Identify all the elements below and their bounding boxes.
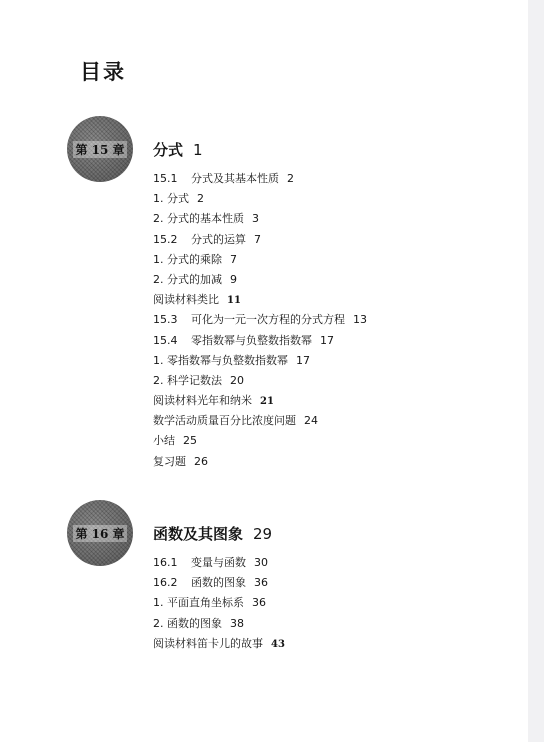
chapter-16-badge xyxy=(67,500,133,566)
entry-number: 1. xyxy=(153,192,164,206)
toc-entry[interactable] xyxy=(153,391,367,411)
entry-number: 16.1 xyxy=(153,556,178,569)
entry-title: 分式的基本性质 xyxy=(167,212,244,226)
entry-page-number: 17 xyxy=(320,333,334,347)
entry-page-number: 25 xyxy=(183,434,197,448)
entry-title: 分式 xyxy=(167,192,189,206)
entry-title: 分式的运算 xyxy=(191,232,246,246)
toc-entry[interactable] xyxy=(153,351,367,371)
entry-number: 阅读材料 xyxy=(153,394,197,408)
toc-entry[interactable] xyxy=(153,431,367,451)
entry-page-number: 38 xyxy=(230,616,244,630)
entry-title: 类比 xyxy=(197,293,219,307)
toc-entry[interactable] xyxy=(153,452,367,472)
entry-page-number: 36 xyxy=(252,596,266,610)
toc-entry[interactable] xyxy=(153,411,367,431)
entry-page-number: 36 xyxy=(254,576,268,590)
entry-page-number: 24 xyxy=(304,414,318,428)
entry-title: 零指数幂与负整数指数幂 xyxy=(191,333,312,347)
toc-entry[interactable] xyxy=(153,209,367,229)
entry-page-number: 9 xyxy=(230,272,237,286)
entry-page-number: 43 xyxy=(271,638,285,650)
entry-title: 分式的加减 xyxy=(167,272,222,286)
page-title: 目录 xyxy=(80,60,126,84)
entry-title: 平面直角坐标系 xyxy=(167,596,244,610)
entry-title: 分式及其基本性质 xyxy=(191,172,279,185)
toc-entry[interactable] xyxy=(153,371,367,391)
entry-title: 光年和纳米 xyxy=(197,394,252,408)
entry-title: 分式的乘除 xyxy=(167,252,222,266)
entry-number: 2. xyxy=(153,212,164,226)
toc-entry[interactable] xyxy=(153,169,367,189)
toc-entry[interactable] xyxy=(153,189,367,209)
chapter-title: 函数及其图象 xyxy=(153,525,244,543)
chapter-page: 1 xyxy=(193,141,203,159)
chapter-badge-label: 第 15 章 xyxy=(75,142,125,157)
entry-number: 2. xyxy=(153,373,164,387)
toc-entry[interactable] xyxy=(153,593,285,613)
entry-page-number: 13 xyxy=(353,313,367,327)
chapter-15-heading xyxy=(153,139,203,160)
entry-page-number: 7 xyxy=(254,232,261,246)
toc-entry[interactable] xyxy=(153,250,367,270)
entry-title: 科学记数法 xyxy=(167,373,222,387)
entry-number: 1. xyxy=(153,596,164,610)
entry-page-number: 17 xyxy=(296,353,310,367)
chapter-15-entries xyxy=(153,169,367,472)
toc-entry[interactable] xyxy=(153,270,367,290)
entry-page-number: 21 xyxy=(260,396,274,408)
entry-page-number: 26 xyxy=(194,454,208,468)
toc-entry[interactable] xyxy=(153,573,285,593)
chapter-title: 分式 xyxy=(153,141,184,159)
entry-title: 复习题 xyxy=(153,454,186,468)
entry-title: 可化为一元一次方程的分式方程 xyxy=(191,313,345,327)
entry-number: 1. xyxy=(153,353,164,367)
entry-page-number: 30 xyxy=(254,556,268,569)
toc-entry[interactable] xyxy=(153,331,367,351)
entry-title: 小结 xyxy=(153,434,175,448)
entry-number: 阅读材料 xyxy=(153,636,197,650)
entry-number: 阅读材料 xyxy=(153,293,197,307)
entry-number: 数学活动 xyxy=(153,414,197,428)
entry-page-number: 3 xyxy=(252,212,259,226)
toc-entry[interactable] xyxy=(153,614,285,634)
entry-number: 1. xyxy=(153,252,164,266)
toc-entry[interactable] xyxy=(153,634,285,654)
entry-number: 16.2 xyxy=(153,576,178,590)
entry-number: 15.4 xyxy=(153,333,178,347)
entry-title: 变量与函数 xyxy=(191,556,246,569)
chapter-badge-label: 第 16 章 xyxy=(75,526,125,541)
entry-number: 2. xyxy=(153,272,164,286)
toc-entry[interactable] xyxy=(153,230,367,250)
chapter-page: 29 xyxy=(253,525,273,543)
entry-number: 15.2 xyxy=(153,232,178,246)
entry-number: 2. xyxy=(153,616,164,630)
entry-page-number: 11 xyxy=(227,295,241,307)
entry-page-number: 2 xyxy=(287,172,294,185)
entry-title: 质量百分比浓度问题 xyxy=(197,414,296,428)
toc-entry[interactable] xyxy=(153,290,367,310)
chapter-16-heading xyxy=(153,523,272,544)
chapter-15-badge xyxy=(67,116,133,182)
entry-number: 15.1 xyxy=(153,172,178,185)
entry-title: 零指数幂与负整数指数幂 xyxy=(167,353,288,367)
entry-title: 笛卡儿的故事 xyxy=(197,636,263,650)
entry-page-number: 20 xyxy=(230,373,244,387)
chapter-16-entries xyxy=(153,553,285,654)
entry-number: 15.3 xyxy=(153,313,178,327)
entry-page-number: 7 xyxy=(230,252,237,266)
entry-page-number: 2 xyxy=(197,192,204,206)
toc-entry[interactable] xyxy=(153,310,367,330)
entry-title: 函数的图象 xyxy=(191,576,246,590)
entry-title: 函数的图象 xyxy=(167,616,222,630)
toc-entry[interactable] xyxy=(153,553,285,573)
